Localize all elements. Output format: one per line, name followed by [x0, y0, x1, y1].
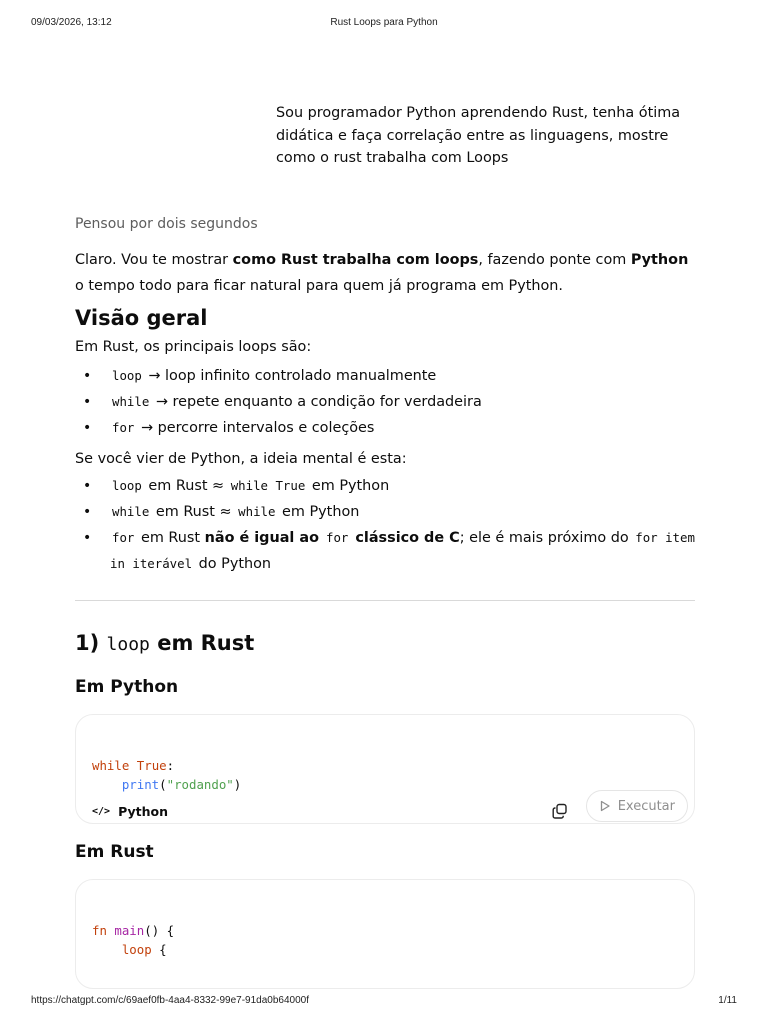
assistant-response: [75, 214, 695, 989]
code-content: while True: print("rodando"): [92, 758, 242, 792]
list-item: • for → percorre intervalos e coleções: [83, 419, 375, 436]
intro-paragraph: Claro. Vou te mostrar como Rust trabalha com loops, fazendo ponte com Python o tempo todo para ficar natural para quem já programa em Python.: [75, 252, 689, 294]
overview-heading: Visão geral: [75, 306, 208, 330]
mental-list: [83, 473, 695, 577]
print-title: Rust Loops para Python: [330, 17, 438, 28]
list-item: • while → repete enquanto a condição for verdadeira: [83, 393, 482, 410]
section-divider: [75, 600, 695, 601]
section-heading-loop: 1) loop em Rust: [75, 631, 255, 655]
code-block-python: [75, 714, 695, 824]
subheading-python: Em Python: [75, 677, 179, 697]
code-icon: </>: [92, 806, 111, 817]
list-item: • for em Rust não é igual ao for clássico de C; ele é mais próximo do for item in iterável do Python: [83, 530, 695, 572]
code-toolbar: [76, 798, 694, 823]
user-message: Sou programador Python aprendendo Rust, tenha ótima didática e faça correlação entre as linguagens, mostre como o rust trabalha com Loops: [276, 105, 681, 166]
run-label: Executar: [617, 798, 675, 814]
page-url: https://chatgpt.com/c/69aef0fb-4aa4-8332-99e7-91da0b64000f: [31, 995, 309, 1006]
list-item: • loop → loop infinito controlado manualmente: [83, 367, 437, 384]
overview-lead: Em Rust, os principais loops são:: [75, 339, 312, 355]
list-item: • loop em Rust ≈ while True em Python: [83, 478, 390, 494]
copy-icon[interactable]: [551, 802, 569, 820]
code-content: fn main() { loop {: [92, 923, 175, 957]
thought-indicator[interactable]: Pensou por dois segundos: [75, 216, 258, 232]
code-block-rust: [75, 879, 695, 989]
page-number: 1/11: [718, 995, 737, 1006]
subheading-rust: Em Rust: [75, 842, 154, 862]
print-footer: [31, 995, 737, 1009]
list-item: • while em Rust ≈ while em Python: [83, 504, 360, 520]
code-language: [92, 804, 168, 819]
code-language-label: Python: [118, 804, 168, 819]
play-icon: [599, 800, 611, 812]
loops-list: [83, 363, 695, 441]
mental-lead: Se você vier de Python, a ideia mental é esta:: [75, 450, 407, 467]
run-button[interactable]: [586, 790, 688, 822]
print-date: 09/03/2026, 13:12: [31, 17, 112, 28]
print-header: [31, 17, 737, 31]
